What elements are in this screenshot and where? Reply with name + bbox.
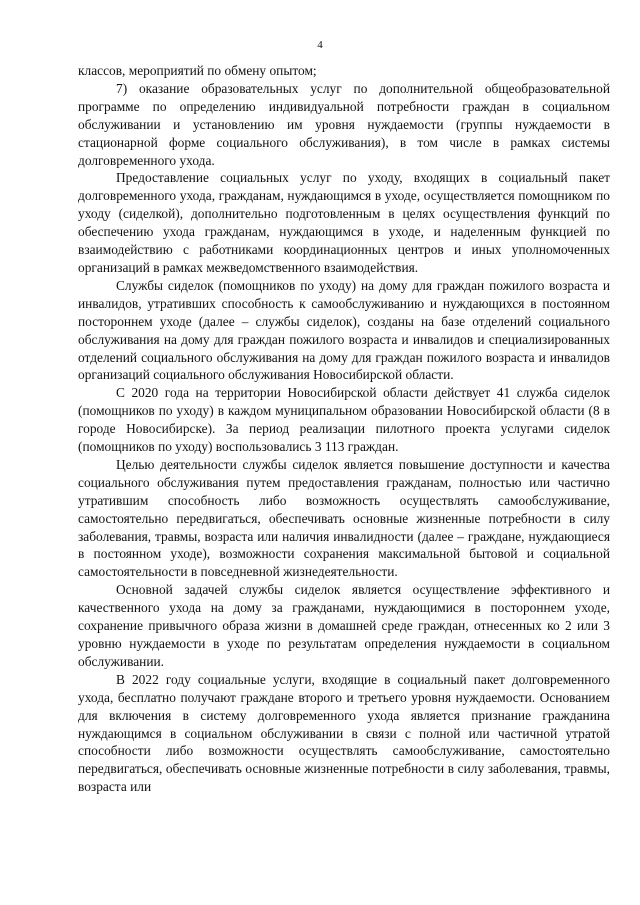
- paragraph-1: классов, мероприятий по обмену опытом;: [78, 63, 317, 78]
- paragraph-7: Основной задачей службы сиделок является осуществление эффективного и качественного ухода на дому за гражданами, нуждающимися в постороннем уходе, сохранение привычного образа жизни в домашней среде граждан, отнесенных ко 2 или 3 уровню нуждаемости в уходе по результатам определения нуждаемости в социальном обслуживании.: [78, 582, 610, 669]
- page-number: 4: [317, 39, 323, 51]
- paragraph-5: С 2020 года на территории Новосибирской области действует 41 служба сиделок (помощников по уходу) в каждом муниципальном образовании Новосибирской области (8 в городе Новосибирске). За период реализации пилотного проекта услугами сиделок (помощников по уходу) воспользовались 3 113 граждан.: [78, 385, 610, 455]
- paragraph-2: 7) оказание образовательных услуг по дополнительной общеобразовательной программе по определению индивидуальной потребности граждан в социальном обслуживании и установлению им уровня нуждаемости (группы нуждаемости в стационарной форме социального обслуживания), в том числе в рамках системы долговременного ухода.: [78, 80, 610, 168]
- document-body: [78, 62, 610, 796]
- paragraph-8: В 2022 году социальные услуги, входящие в социальный пакет долговременного ухода, бесплатно получают граждане второго и третьего уровня нуждаемости. Основанием для включения в систему долговременного ухода является признание гражданина нуждающимся в социальном обслуживании в связи с полной или частичной утратой способности либо возможности осуществлять самообслуживание, самостоятельно передвигаться, обеспечивать основные жизненные потребности в силу заболевания, травмы, возраста или: [78, 671, 610, 795]
- paragraph-6: Целью деятельности службы сиделок является повышение доступности и качества социального обслуживания путем предоставления гражданам, полностью или частично утратившим способность либо возможность осуществлять самообслуживание, самостоятельно передвигаться, обеспечивать основные жизненные потребности в силу заболевания, травмы, возраста или наличия инвалидности (далее – граждане, нуждающиеся в постоянном уходе), возможности сохранения максимальной бытовой и социальной самостоятельности в повседневной жизнедеятельности.: [78, 456, 610, 580]
- paragraph-3: Предоставление социальных услуг по уходу, входящих в социальный пакет долговременного ухода, гражданам, нуждающимся в уходе, осуществляется помощником по уходу (сиделкой), дополнительно подготовленным в целях осуществления функций по обеспечению ухода гражданам, нуждающимся в уходе, и наделенным функцией по взаимодействию с работниками координационных центров и иных уполномоченных организаций в рамках межведомственного взаимодействия.: [78, 170, 610, 275]
- paragraph-4: Службы сиделок (помощников по уходу) на дому для граждан пожилого возраста и инвалидов, утративших способность к самообслуживанию и нуждающихся в постоянном постороннем уходе (далее – службы сиделок), созданы на базе отделений социального обслуживания на дому для граждан пожилого возраста и инвалидов и специализированных отделений социального обслуживания на дому для граждан пожилого возраста и инвалидов организаций социального обслуживания Новосибирской области.: [78, 277, 610, 383]
